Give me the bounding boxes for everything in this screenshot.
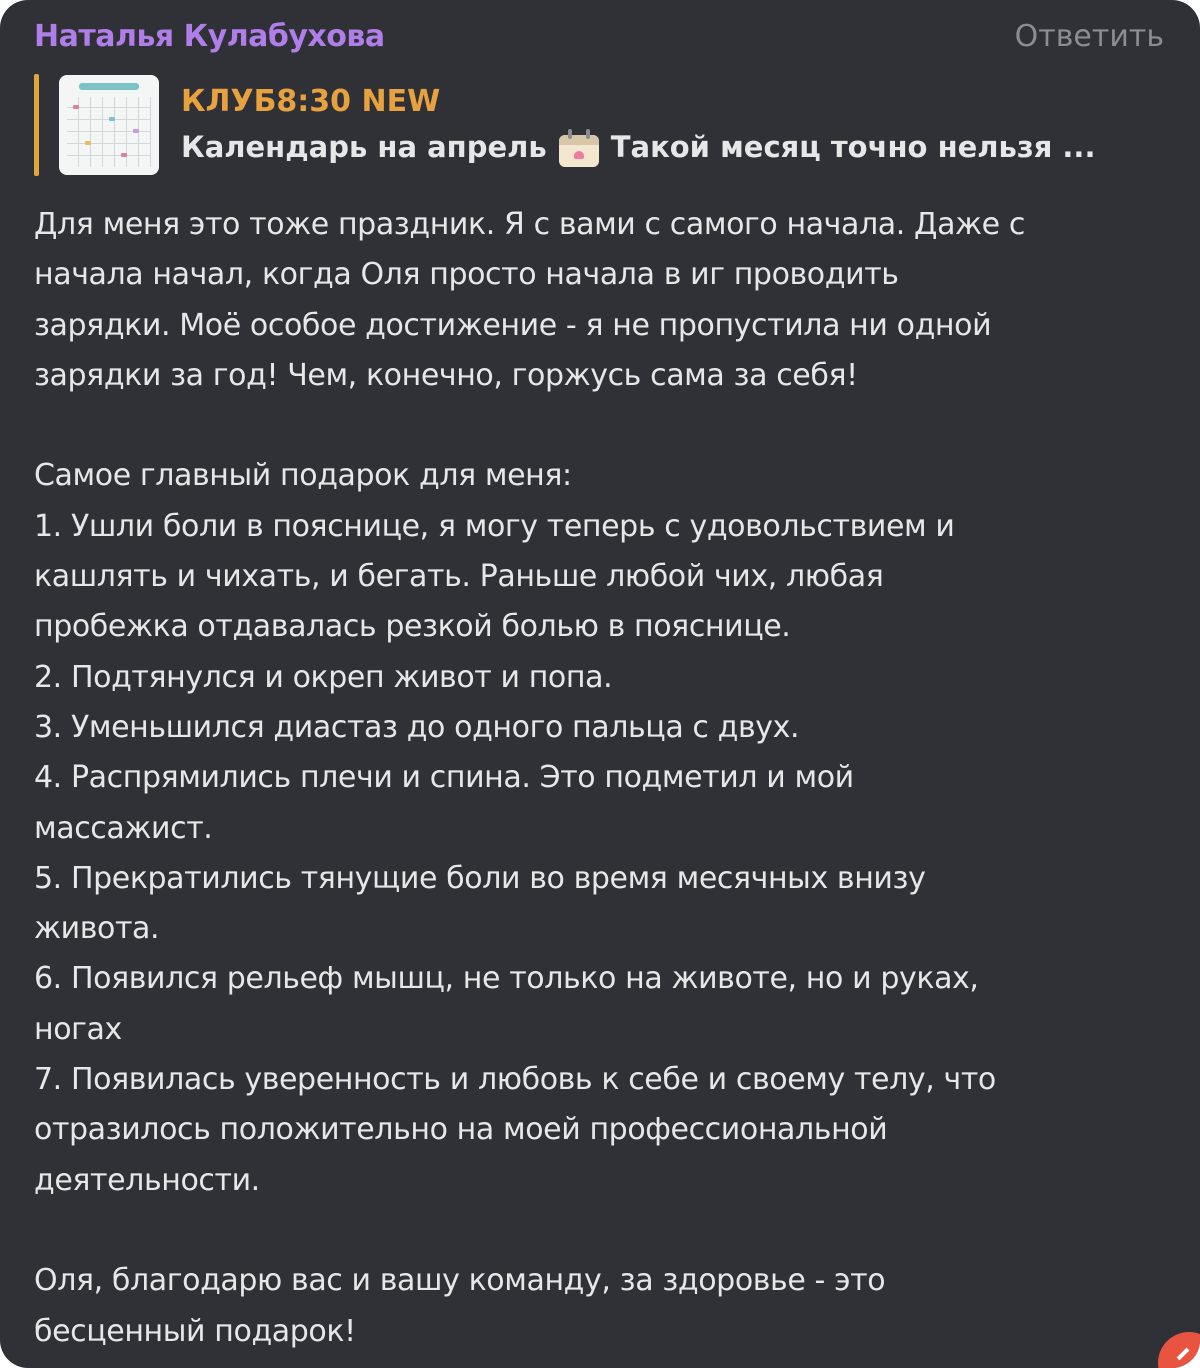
- message-line: 4. Распрямились плечи и спина. Это подметил и мой: [34, 760, 854, 796]
- message-line: пробежка отдавалась резкой болью в пояснице.: [34, 609, 791, 645]
- quote-preview-end: Такой месяц точно нельзя ...: [610, 130, 1096, 164]
- blank-line: [34, 401, 1164, 451]
- message-line: 7. Появилась уверенность и любовь к себе и своему телу, что: [34, 1062, 996, 1098]
- message-line: 6. Появился рельеф мышц, не только на животе, но и руках,: [34, 961, 979, 997]
- author-name[interactable]: Наталья Кулабухова: [34, 18, 385, 54]
- message-line: начала начал, когда Оля просто начала в иг проводить: [34, 257, 899, 293]
- message-line: 1. Ушли боли в пояснице, я могу теперь с удовольствием и: [34, 508, 955, 544]
- reply-button[interactable]: Ответить: [1014, 18, 1164, 54]
- message-line: 2. Подтянулся и окреп живот и попа.: [34, 659, 613, 695]
- quote-text: [181, 80, 1095, 170]
- message-line: 3. Уменьшился диастаз до одного пальца с двух.: [34, 709, 800, 745]
- quote-channel-title: КЛУБ8:30 NEW: [181, 84, 441, 119]
- message-line: живота.: [34, 911, 160, 947]
- message-line: 5. Прекратились тянущие боли во время месячных внизу: [34, 860, 926, 896]
- quote-accent-bar: [34, 74, 39, 176]
- calendar-thumbnail: [59, 75, 159, 175]
- message-line: зарядки за год! Чем, конечно, горжусь сама за себя!: [34, 357, 858, 393]
- message-line: деятельности.: [34, 1162, 260, 1198]
- message-text: [34, 200, 1164, 1357]
- reaction-edit-icon[interactable]: [1158, 1332, 1200, 1368]
- quote-preview-start: Календарь на апрель: [181, 130, 547, 164]
- calendar-icon: [557, 127, 601, 167]
- blank-line: [34, 1206, 1164, 1256]
- quoted-message[interactable]: [34, 74, 1164, 176]
- message-header: [34, 10, 1164, 62]
- quote-preview: [181, 124, 1095, 170]
- message-line: ногах: [34, 1011, 122, 1047]
- message-line: отразилось положительно на моей профессиональной: [34, 1112, 888, 1148]
- message-line: Для меня это тоже праздник. Я с вами с самого начала. Даже с: [34, 207, 1025, 242]
- message-line: бесценный подарок!: [34, 1313, 356, 1349]
- message-line: зарядки. Моё особое достижение - я не пропустила ни одной: [34, 307, 992, 343]
- message-line: кашлять и чихать, и бегать. Раньше любой чих, любая: [34, 559, 884, 595]
- message-line: Самое главный подарок для меня:: [34, 458, 572, 494]
- message-line: Оля, благодарю вас и вашу команду, за здоровье - это: [34, 1263, 886, 1299]
- message-line: массажист.: [34, 810, 213, 846]
